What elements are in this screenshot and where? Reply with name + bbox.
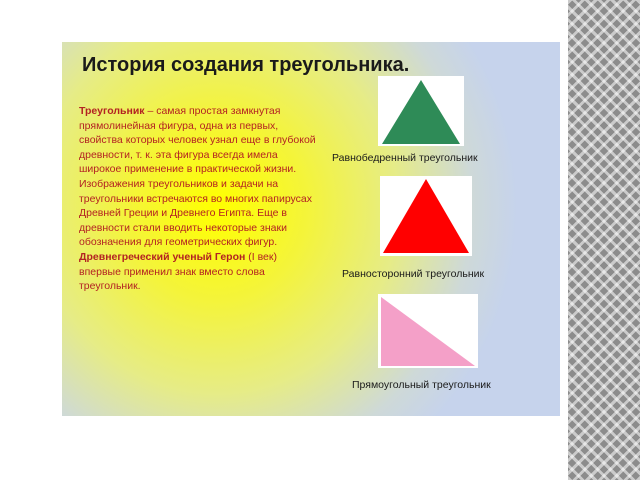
body-text xyxy=(79,104,319,294)
isosceles-triangle-shape xyxy=(382,80,460,144)
body-text-part-2: (I век) впервые применил знак вместо слова треугольник. xyxy=(79,250,277,293)
equilateral-triangle-box xyxy=(380,176,472,256)
equilateral-triangle-image xyxy=(380,176,472,256)
slide xyxy=(62,42,560,416)
caption-right: Прямоугольный треугольник xyxy=(352,379,491,391)
isosceles-triangle-image xyxy=(378,76,464,146)
caption-isosceles: Равнобедренный треугольник xyxy=(332,152,478,164)
slide-title: История создания треугольника. xyxy=(82,54,410,76)
heron-name: Древнегреческий ученый Герон xyxy=(79,250,246,263)
caption-equilateral: Равносторонний треугольник xyxy=(342,268,485,280)
body-text-part-1: – самая простая замкнутая прямолинейная фигура, одна из первых, свойства которых человек узнал еще в глубокой древности, т. к. эта фигура всегда имела широкое применение в практической жизни. Изображения треугольников и задачи на треугольники встречаются во многих папирусах Древней Греции и Древнего Египта. Еще в древности стали вводить некоторые знаки обозначения для геометрических фигур. xyxy=(79,105,316,249)
decorative-pattern xyxy=(568,0,640,480)
isosceles-triangle-box xyxy=(378,76,464,146)
right-triangle-box xyxy=(378,294,478,368)
right-triangle-shape xyxy=(381,297,475,366)
equilateral-triangle-shape xyxy=(383,179,469,253)
term-triangle: Треугольник xyxy=(79,105,145,117)
right-triangle-image xyxy=(378,294,478,368)
